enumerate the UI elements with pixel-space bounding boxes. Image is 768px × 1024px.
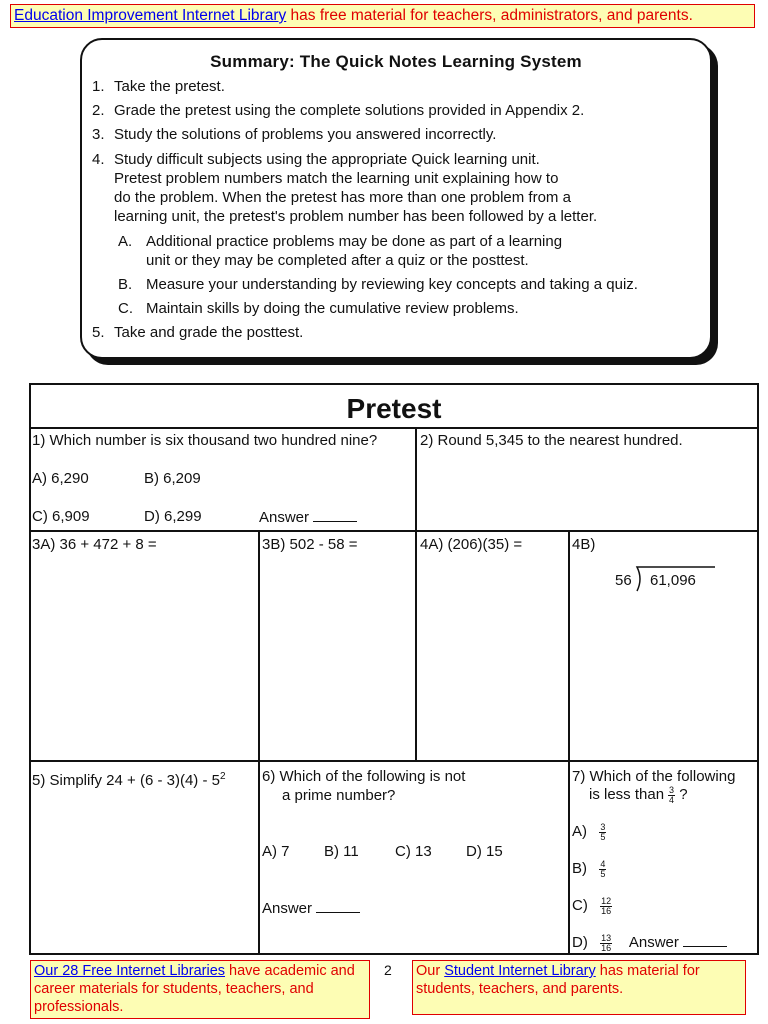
q3a-question: 3A) 36 + 472 + 8 = <box>32 536 157 553</box>
q1-question: 1) Which number is six thousand two hundred nine? <box>32 432 378 449</box>
summary-subitem-c: C. Maintain skills by doing the cumulative review problems. <box>118 300 519 317</box>
q1-answer: Answer <box>259 507 357 527</box>
summary-subitem-a-line-2: unit or they may be completed after a quiz or the posttest. <box>146 252 529 269</box>
summary-subitem-a: A. Additional practice problems may be done as part of a learning <box>118 233 563 250</box>
q1-option-d: D) 6,299 <box>144 508 202 525</box>
q5-question: 5) Simplify $24 + (6 - 3)(4) - 5^2$ <box>32 771 226 789</box>
q7-answer: Answer <box>628 934 679 951</box>
row-divider-1 <box>31 427 757 429</box>
q7-option-a: A) $\frac{3}{5}$ <box>572 821 606 842</box>
q6-option-b: B) 11 <box>324 843 359 860</box>
summary-step-2: 2. Grade the pretest using the complete solutions provided in Appendix 2. <box>92 102 585 119</box>
q7-option-d: D) $\frac{13}{16}$ Answer <box>572 932 727 953</box>
q4b-dividend: 61,096 <box>650 572 696 589</box>
q7-question-line-2: is less than $\frac{3}{4}$ ? <box>589 784 688 805</box>
footer-left-box: Our 28 Free Internet Libraries have academic and career materials for students, teachers, and professionals. <box>30 960 370 1019</box>
q6-question-line-2: a prime number? <box>282 787 396 804</box>
q4b-label: 4B) <box>572 536 596 553</box>
col-divider-c <box>568 530 570 955</box>
row-divider-3 <box>31 760 757 762</box>
q2-question: 2) Round 5,345 to the nearest hundred. <box>420 432 683 449</box>
q7-option-b: B) $\frac{4}{5}$ <box>572 858 606 879</box>
student-library-link[interactable]: Student Internet Library <box>444 963 596 979</box>
q4a-question: 4A) (206)(35) = <box>420 536 523 553</box>
q3b-question: 3B) 502 - 58 = <box>262 536 358 553</box>
banner-text: has free material for teachers, administrators, and parents. <box>286 7 693 24</box>
q7-answer-blank[interactable] <box>683 932 727 947</box>
q7-option-c: C) $\frac{12}{16}$ <box>572 895 612 916</box>
summary-box <box>80 38 712 359</box>
summary-title: Summary: The Quick Notes Learning System <box>210 52 582 71</box>
free-libraries-link[interactable]: Our 28 Free Internet Libraries <box>34 963 226 979</box>
q6-answer: Answer <box>262 898 360 918</box>
q1-option-c: C) 6,909 <box>32 508 90 525</box>
summary-step-1: 1. Take the pretest. <box>92 78 225 95</box>
q1-option-a: A) 6,290 <box>32 470 89 487</box>
q4b-divisor: 56 <box>615 572 632 589</box>
q1-option-b: B) 6,209 <box>144 470 201 487</box>
page-number: 2 <box>384 962 392 978</box>
q6-option-a: A) 7 <box>262 843 290 860</box>
col-divider-b-row2 <box>415 530 417 762</box>
col-divider-a <box>258 530 260 955</box>
row-divider-2 <box>31 530 757 532</box>
q6-option-c: C) 13 <box>395 843 432 860</box>
footer-right-box: Our Student Internet Library has material for students, teachers, and parents. <box>412 960 746 1015</box>
summary-step-4-line-4: learning unit, the pretest's problem number has been followed by a letter. <box>114 208 598 225</box>
pretest-table <box>29 383 759 955</box>
q1-answer-blank[interactable] <box>313 507 357 522</box>
summary-step-5: 5. Take and grade the posttest. <box>92 324 304 341</box>
top-banner <box>10 4 755 28</box>
summary-step-4: 4. Study difficult subjects using the appropriate Quick learning unit. <box>92 151 540 168</box>
q6-option-d: D) 15 <box>466 843 503 860</box>
summary-step-4-line-2: Pretest problem numbers match the learning unit explaining how to <box>114 170 559 187</box>
summary-step-4-line-3: do the problem. When the pretest has more than one problem from a <box>114 189 571 206</box>
q7-question-line-1: 7) Which of the following <box>572 768 736 785</box>
education-library-link[interactable]: Education Improvement Internet Library <box>14 7 287 24</box>
pretest-title: Pretest <box>346 393 442 424</box>
q6-question-line-1: 6) Which of the following is not <box>262 768 466 785</box>
summary-step-3: 3. Study the solutions of problems you answered incorrectly. <box>92 126 497 143</box>
q7-fraction-3-4: $\frac{3}{4}$ <box>669 784 675 805</box>
q6-answer-blank[interactable] <box>316 898 360 913</box>
summary-subitem-b: B. Measure your understanding by reviewing key concepts and taking a quiz. <box>118 276 638 293</box>
